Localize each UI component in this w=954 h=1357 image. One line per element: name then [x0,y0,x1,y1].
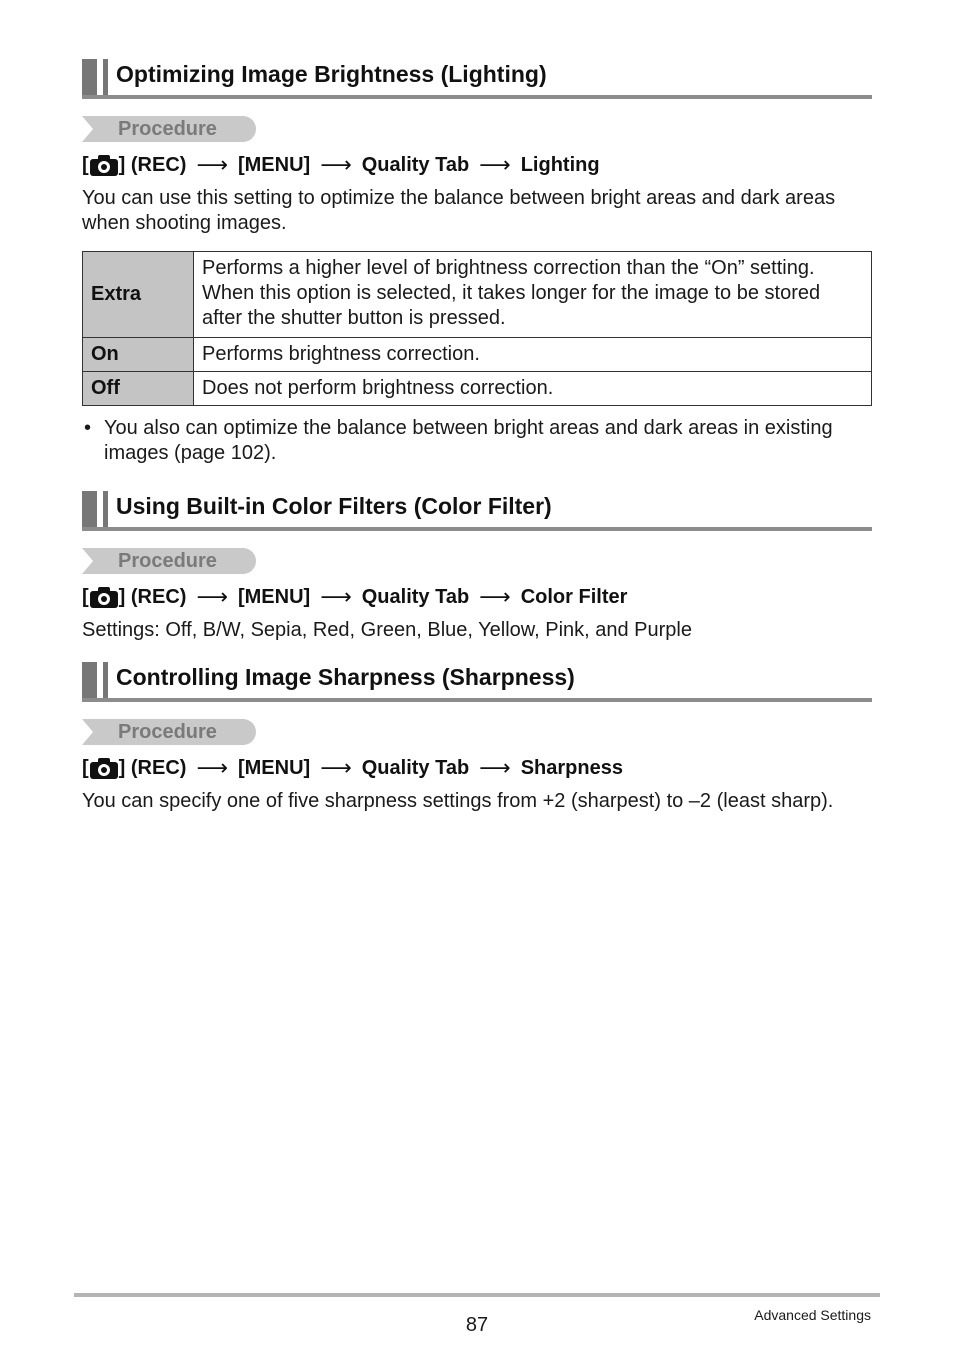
heading-bar-decoration [103,491,108,527]
table-row [83,338,872,372]
path-rec: ] (REC) [118,756,187,779]
option-value: Performs brightness correction. [194,338,872,372]
option-value: Does not perform brightness correction. [194,372,872,406]
arrow-icon: ⟶ [479,152,511,177]
note-item [82,416,872,466]
section-lighting [82,59,872,466]
path-item: Color Filter [520,585,628,608]
path-rec: ] (REC) [118,153,187,176]
heading-bar-decoration [82,491,97,527]
chevron-decoration [82,719,93,745]
procedure-label [82,116,256,142]
option-key: Off [83,372,194,406]
option-value: Performs a higher level of brightness correction than the “On” setting. When this option is selected, it takes longer for the image to be stored after the shutter button is pressed. [194,252,872,338]
section-description: You can specify one of five sharpness settings from +2 (sharpest) to –2 (least sharp). [82,790,834,812]
chevron-decoration [82,116,93,142]
procedure-label [82,719,256,745]
arrow-icon: ⟶ [196,584,228,609]
procedure-label [82,548,256,574]
table-row [83,252,872,338]
path-menu: [MENU] [237,153,311,176]
section-title: Using Built-in Color Filters (Color Filter) [116,493,552,519]
path-tab: Quality Tab [361,756,470,779]
procedure-text: Procedure [118,118,217,140]
path-rec: ] (REC) [118,585,187,608]
camera-icon [90,155,118,175]
section-description: You can use this setting to optimize the balance between bright areas and dark areas when shooting images. [82,187,836,234]
heading-bar-decoration [82,59,97,95]
path-bracket-open: [ [82,585,89,608]
section-title: Controlling Image Sharpness (Sharpness) [116,664,575,690]
bullet-icon: • [84,417,92,439]
menu-path [82,755,872,781]
procedure-text: Procedure [118,550,217,572]
heading-bar-decoration [82,662,97,698]
section-title: Optimizing Image Brightness (Lighting) [116,61,547,87]
option-key: On [83,338,194,372]
path-bracket-open: [ [82,153,89,176]
arrow-icon: ⟶ [320,152,352,177]
path-bracket-open: [ [82,756,89,779]
arrow-icon: ⟶ [320,584,352,609]
section-description: Settings: Off, B/W, Sepia, Red, Green, Blue, Yellow, Pink, and Purple [82,619,692,641]
arrow-icon: ⟶ [479,755,511,780]
section-heading [82,662,872,702]
footer-divider [74,1293,880,1297]
options-table [82,251,872,406]
footer-section-name: Advanced Settings [754,1307,871,1323]
note-text: You also can optimize the balance between bright areas and dark areas in existing images (page 102). [104,417,833,464]
section-color-filter [82,491,872,643]
path-menu: [MENU] [237,585,311,608]
section-heading [82,491,872,531]
menu-path [82,584,872,610]
path-menu: [MENU] [237,756,311,779]
section-heading [82,59,872,99]
menu-path [82,152,872,178]
section-sharpness [82,662,872,814]
path-tab: Quality Tab [361,153,470,176]
table-row [83,372,872,406]
path-item: Sharpness [520,756,623,779]
heading-bar-decoration [103,59,108,95]
page-number: 87 [465,1314,489,1336]
path-item: Lighting [520,153,600,176]
arrow-icon: ⟶ [196,755,228,780]
chevron-decoration [82,548,93,574]
path-tab: Quality Tab [361,585,470,608]
procedure-text: Procedure [118,721,217,743]
camera-icon [90,587,118,607]
arrow-icon: ⟶ [479,584,511,609]
option-key: Extra [83,252,194,338]
heading-bar-decoration [103,662,108,698]
camera-icon [90,758,118,778]
arrow-icon: ⟶ [196,152,228,177]
arrow-icon: ⟶ [320,755,352,780]
